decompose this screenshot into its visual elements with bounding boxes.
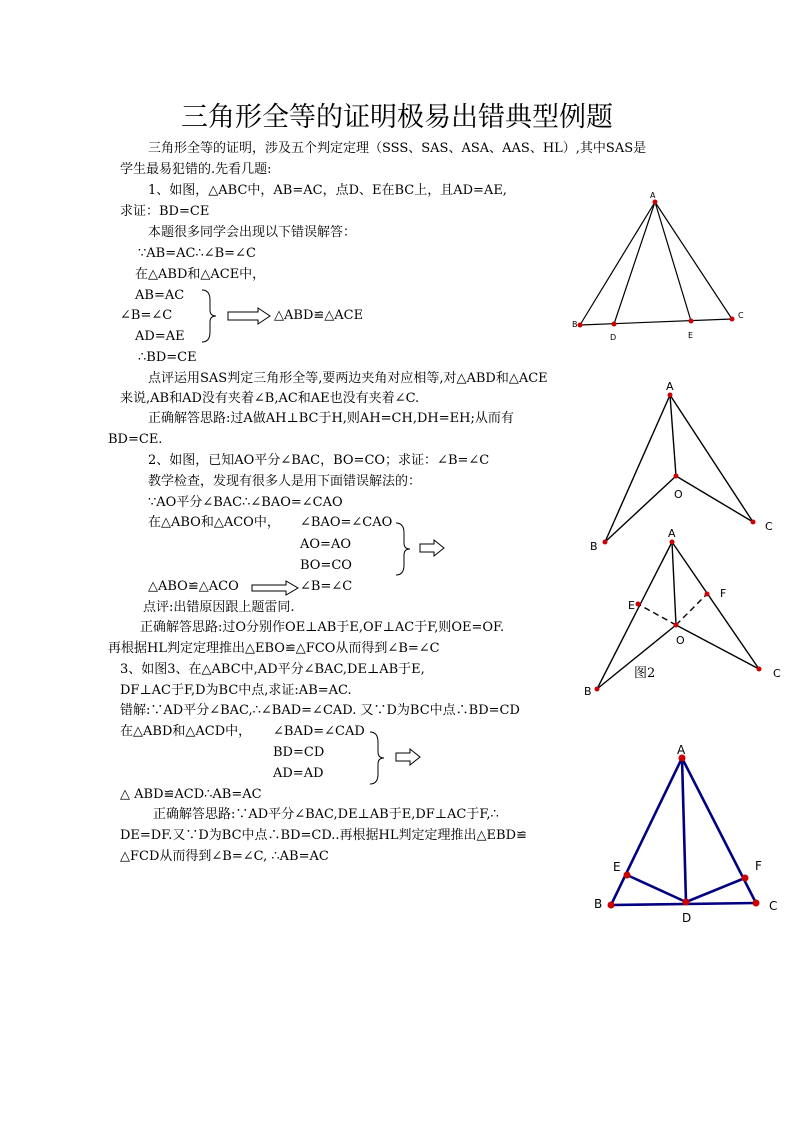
p2-step-1: ∵AO平分∠BAC∴∠BAO=∠CAO bbox=[148, 495, 343, 510]
p2-cond-1: ∠BAO=∠CAO bbox=[300, 515, 393, 530]
fig2-label-b: B bbox=[590, 540, 598, 553]
p2-comment: 点评:出错原因跟上题雷同. bbox=[143, 600, 295, 615]
p1-conclusion: ∴BD=CE bbox=[138, 350, 197, 365]
fig4-label-c: C bbox=[769, 899, 778, 913]
fig4-label-a: A bbox=[677, 743, 686, 757]
p2-cond-2: AO=AO bbox=[300, 537, 351, 552]
p1-comment-1: 点评运用SAS判定三角形全等,要两边夹角对应相等,对△ABD和△ACE bbox=[148, 371, 548, 386]
fig1-label-c: C bbox=[738, 311, 744, 320]
fig4-label-f: F bbox=[755, 859, 762, 873]
intro-line-2: 学生最易犯错的.先看几题: bbox=[120, 162, 272, 177]
fig1-label-a: A bbox=[650, 191, 656, 200]
p2-cond-3: BO=CO bbox=[300, 558, 352, 573]
fig4-label-b: B bbox=[594, 897, 603, 911]
p3-correct-2: DE=DF.又∵D为BC中点∴BD=CD..再根据HL判定定理推出△EBD≌ bbox=[120, 828, 527, 843]
p2-result-arrow bbox=[250, 580, 300, 596]
p3-correct-1: 正确解答思路:∵AD平分∠BAC,DE⊥AB于E,DF⊥AC于F,∴ bbox=[153, 807, 499, 822]
intro-line-1: 三角形全等的证明，涉及五个判定定理（SSS、SAS、ASA、AAS、HL）,其中SAS是 bbox=[148, 141, 647, 156]
p1-brace-arrow bbox=[200, 288, 280, 344]
p2-correct-2: 再根据HL判定定理推出△EBO≌△FCO从而得到∠B=∠C bbox=[108, 641, 440, 656]
fig3-label-o: O bbox=[676, 634, 685, 647]
p1-step-1: ∵AB=AC∴∠B=∠C bbox=[138, 246, 256, 261]
p2-step-2: 在△ABO和△ACO中， bbox=[148, 515, 280, 530]
p3-brace-arrow bbox=[368, 730, 428, 786]
page-title: 三角形全等的证明极易出错典型例题 bbox=[181, 102, 613, 133]
figure-1 bbox=[560, 190, 760, 350]
p3-wrong: 错解:∵AD平分∠BAC,∴∠BAD=∠CAD. 又∵D为BC中点∴BD=CD bbox=[120, 703, 520, 718]
p3-statement-1: 3、如图3、在△ABC中,AD平分∠BAC,DE⊥AB于E, bbox=[120, 662, 425, 677]
p3-result: △ ABD≌ACD∴AB=AC bbox=[120, 787, 262, 802]
fig3-label-b: B bbox=[584, 685, 592, 698]
p1-result: △ABD≌△ACE bbox=[274, 308, 364, 323]
p3-step-2: 在△ABD和△ACD中， bbox=[120, 724, 252, 739]
p2-check: 教学检查，发现有很多人是用下面错误解法的： bbox=[148, 474, 422, 489]
fig3-caption: 图2 bbox=[634, 666, 656, 681]
figure-3 bbox=[580, 525, 790, 700]
fig4-label-e: E bbox=[613, 860, 621, 874]
p1-statement-2: 求证：BD=CE bbox=[120, 204, 210, 219]
fig1-label-b: B bbox=[572, 320, 578, 329]
p1-comment-2: 来说,AB和AD没有夹着∠B,AC和AE也没有夹着∠C. bbox=[120, 391, 420, 406]
fig2-label-c: C bbox=[765, 520, 773, 533]
p2-result-left: △ABO≌△ACO bbox=[148, 579, 239, 594]
fig1-label-e: E bbox=[688, 331, 694, 340]
p1-cond-1: AB=AC bbox=[135, 288, 185, 303]
p2-brace-arrow bbox=[394, 521, 454, 577]
p1-statement-1: 1、如图，△ABC中，AB=AC，点D、E在BC上，且AD=AE, bbox=[148, 183, 507, 198]
fig3-label-a: A bbox=[668, 527, 676, 540]
fig3-label-f: F bbox=[720, 587, 727, 600]
p3-statement-2: DF⊥AC于F,D为BC中点,求证:AB=AC. bbox=[120, 683, 352, 698]
fig1-label-d: D bbox=[610, 333, 617, 342]
figure-4 bbox=[585, 740, 794, 930]
p1-cond-3: AD=AE bbox=[135, 329, 185, 344]
p1-correct-1: 正确解答思路:过A做AH⊥BC于H,则AH=CH,DH=EH;从而有 bbox=[148, 411, 514, 426]
fig4-label-d: D bbox=[682, 911, 692, 925]
fig3-label-c: C bbox=[773, 667, 781, 680]
p2-statement: 2、如图，已知AO平分∠BAC，BO=CO；求证：∠B=∠C bbox=[148, 453, 490, 468]
p1-correct-2: BD=CE. bbox=[108, 432, 163, 447]
p1-wrong-intro: 本题很多同学会出现以下错误解答： bbox=[148, 225, 357, 240]
p3-correct-3: △FCD从而得到∠B=∠C, ∴AB=AC bbox=[120, 849, 329, 864]
fig3-label-e: E bbox=[628, 599, 635, 612]
p1-cond-2: ∠B=∠C bbox=[120, 308, 173, 323]
p3-cond-3: AD=AD bbox=[273, 766, 324, 781]
p3-cond-1: ∠BAD=∠CAD bbox=[273, 724, 365, 739]
p1-step-2: 在△ABD和△ACE中， bbox=[135, 267, 266, 282]
p3-cond-2: BD=CD bbox=[273, 745, 325, 760]
fig2-label-o: O bbox=[674, 488, 683, 501]
p2-correct-1: 正确解答思路:过O分别作OE⊥AB于E,OF⊥AC于F,则OE=OF. bbox=[140, 620, 505, 635]
fig2-label-a: A bbox=[666, 380, 674, 393]
p2-result-right: ∠B=∠C bbox=[300, 579, 353, 594]
